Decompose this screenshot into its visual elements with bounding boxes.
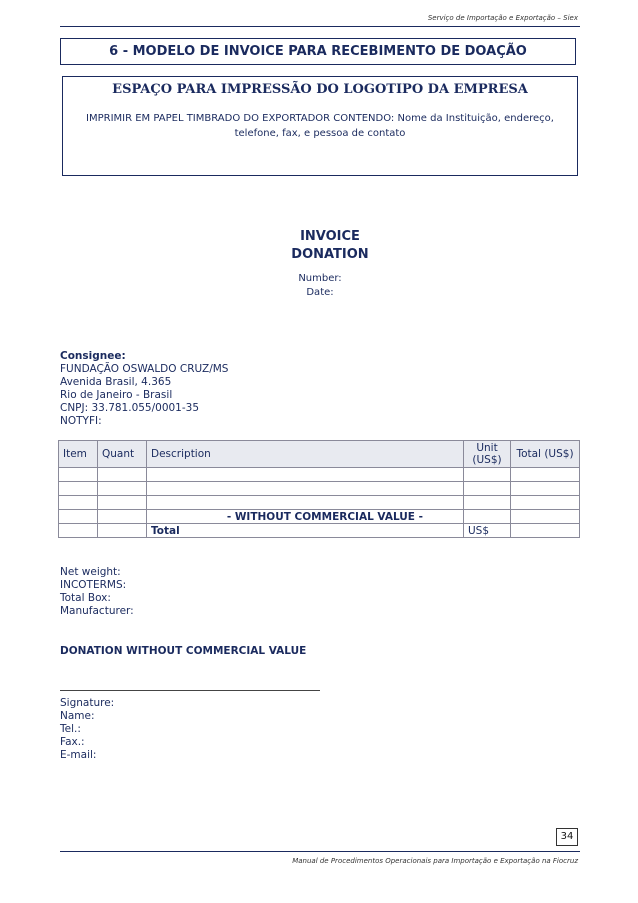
invoice-title-line2: DONATION — [291, 247, 369, 262]
running-header: Serviço de Importação e Exportação – Siex — [427, 14, 578, 22]
logo-box — [62, 76, 578, 176]
consignee-line: CNPJ: 33.781.055/0001-35 — [60, 402, 200, 414]
col-quant: Quant — [98, 441, 147, 468]
detail-line: Manufacturer: — [60, 605, 134, 617]
table-row — [59, 468, 580, 482]
table-row — [59, 510, 580, 524]
invoice-title-line1: INVOICE — [300, 229, 360, 244]
page-number: 34 — [556, 828, 578, 846]
items-table — [58, 440, 580, 538]
signature-field: Tel.: — [60, 723, 81, 735]
invoice-title — [260, 228, 400, 264]
consignee-line: Avenida Brasil, 4.365 — [60, 376, 172, 388]
signature-block — [60, 697, 114, 762]
section-title-box — [60, 38, 576, 65]
no-commercial-value-note: - WITHOUT COMMERCIAL VALUE - — [147, 510, 464, 524]
consignee-line: NOTYFI: — [60, 415, 102, 427]
invoice-number-date — [260, 272, 380, 300]
donation-statement: DONATION WITHOUT COMMERCIAL VALUE — [60, 645, 307, 657]
signature-field: Signature: — [60, 697, 115, 709]
total-currency: US$ — [464, 524, 511, 538]
col-unit: Unit (US$) — [464, 441, 511, 468]
total-label: Total — [147, 524, 464, 538]
col-item: Item — [59, 441, 98, 468]
signature-field: Fax.: — [60, 736, 85, 748]
table-row — [59, 496, 580, 510]
table-header-row — [59, 441, 580, 468]
consignee-line: Rio de Janeiro - Brasil — [60, 389, 173, 401]
detail-line: Total Box: — [60, 592, 111, 604]
shipment-details — [60, 566, 134, 618]
footer-rule — [60, 851, 580, 852]
signature-field: E-mail: — [60, 749, 97, 761]
date-label: Date: — [306, 287, 334, 298]
consignee-block — [60, 350, 228, 428]
signature-line — [60, 690, 320, 691]
number-label: Number: — [298, 273, 342, 284]
table-total-row — [59, 524, 580, 538]
logo-box-text: IMPRIMIR EM PAPEL TIMBRADO DO EXPORTADOR CONTENDO: Nome da Instituição, endereço, telefone, fax, e pessoa de contato — [86, 113, 554, 139]
section-title: 6 - MODELO DE INVOICE PARA RECEBIMENTO DE DOAÇÃO — [109, 44, 527, 59]
detail-line: Net weight: — [60, 566, 121, 578]
col-total: Total (US$) — [511, 441, 580, 468]
consignee-label: Consignee: — [60, 350, 126, 362]
signature-field: Name: — [60, 710, 95, 722]
detail-line: INCOTERMS: — [60, 579, 127, 591]
header-rule — [60, 26, 580, 27]
logo-box-title: ESPAÇO PARA IMPRESSÃO DO LOGOTIPO DA EMPRESA — [112, 82, 528, 97]
table-row — [59, 482, 580, 496]
col-description: Description — [147, 441, 464, 468]
footer-text: Manual de Procedimentos Operacionais para Importação e Exportação na Fiocruz — [292, 857, 578, 865]
consignee-line: FUNDAÇÃO OSWALDO CRUZ/MS — [60, 363, 229, 375]
